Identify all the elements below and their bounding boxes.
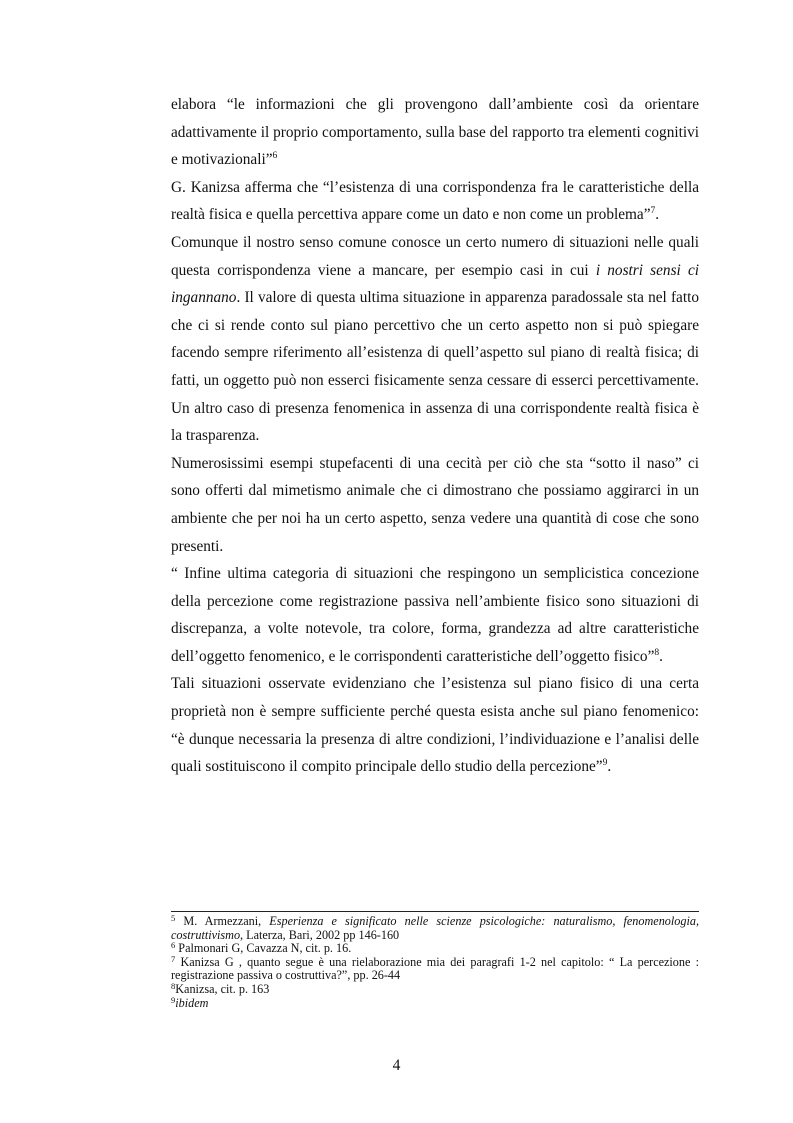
footnote	[171, 942, 699, 956]
footnote-ref: 7	[171, 953, 176, 964]
footnote-ref: 8	[171, 980, 176, 991]
text-run: Kanizsa G , quanto segue è una rielaborazione mia dei paragrafi 1-2 nel capitolo: “ La percezione : registrazione passiva o costruttiva?”, pp. 26-44	[171, 954, 699, 983]
text-run: Kanizsa, cit. p. 163	[175, 981, 270, 996]
paragraph	[171, 670, 699, 780]
paragraph	[171, 91, 699, 174]
text-run: Comunque il nostro senso comune conosce un certo numero di situazioni nelle quali questa corrispondenza viene a mancare, per esempio casi in cui	[171, 233, 699, 279]
text-run: Esperienza e significato nelle scienze psicologiche: naturalismo, fenomenologia, costruttivismo,	[171, 914, 699, 942]
footnote-ref: 8	[654, 647, 660, 658]
text-run: elabora “le informazioni che gli provengono dall’ambiente così da orientare adattivamente il proprio comportamento, sulla base del rapporto tra elementi cognitivi e motivazionali”	[171, 96, 699, 169]
page-number: 4	[392, 1057, 401, 1074]
text-run: Palmonari G, Cavazza N, cit. p. 16.	[175, 941, 352, 956]
text-run: “ Infine ultima categoria di situazioni che respingono un semplicistica concezione della percezione come registrazione passiva nell’ambiente fisico sono situazioni di discrepanza, a volte notevole, tra colore, forma, grandezza ad altre caratteristiche dell’oggetto fenomenico, e le corrispondenti caratteristiche dell’oggetto fisico”	[171, 565, 699, 665]
footnote-ref: 6	[272, 151, 278, 162]
footnote-ref: 5	[171, 913, 176, 923]
text-run: Tali situazioni osservate evidenziano che l’esistenza sul piano fisico di una certa proprietà non è sempre sufficiente perché questa esista anche sul piano fenomenico: “è dunque necessaria la presenza di altre condizioni, l’individuazione e l’analisi delle quali sostituiscono il compito principale dello studio della percezione”	[171, 675, 699, 776]
text-run: ibidem	[175, 995, 209, 1010]
footnote-ref: 9	[171, 994, 176, 1005]
text-run: M. Armezzani,	[175, 914, 270, 928]
text-run: Numerosissimi esempi stupefacenti di una cecità per ciò che sta “sotto il naso” ci sono offerti dal mimetismo animale che ci dimostrano che possiamo aggirarci in un ambiente che per noi ha un certo aspetto, senza vedere una quantità di cose che sono presenti.	[171, 454, 699, 555]
text-run: .	[659, 647, 663, 665]
text-run: .	[607, 758, 612, 776]
text-run: Laterza, Bari, 2002 pp 146-160	[243, 927, 400, 942]
paragraph	[171, 229, 699, 450]
footnote	[171, 915, 699, 942]
text-run: .	[655, 206, 660, 224]
footnote-ref: 7	[650, 206, 656, 217]
footnote-ref: 6	[171, 940, 176, 951]
footnotes-section	[171, 911, 699, 1010]
text-run: G. Kanizsa afferma che “l’esistenza di una corrispondenza fra le caratteristiche della realtà fisica e quella percettiva appare come un dato e non come un problema”	[171, 178, 699, 224]
footnote-ref: 9	[602, 758, 608, 769]
body-text	[171, 91, 699, 781]
text-run: i nostri sensi ci ingannano	[171, 261, 699, 307]
paragraph	[171, 174, 699, 229]
footnote	[171, 980, 699, 997]
footnote	[171, 994, 699, 1011]
footnote	[171, 953, 699, 983]
text-run: . Il valore di questa ultima situazione in apparenza paradossale sta nel fatto che ci si rende conto sul piano percettivo che un certo aspetto non si può spiegare facendo sempre riferimento all’esistenza di quell’aspetto sul piano di realtà fisica; di fatti, un oggetto può non esserci fisicamente senza cessare di esserci percettivamente. Un altro caso di presenza fenomenica in assenza di una corrispondente realtà fisica è la trasparenza.	[171, 289, 699, 445]
paragraph	[171, 450, 699, 560]
paragraph	[171, 560, 699, 670]
